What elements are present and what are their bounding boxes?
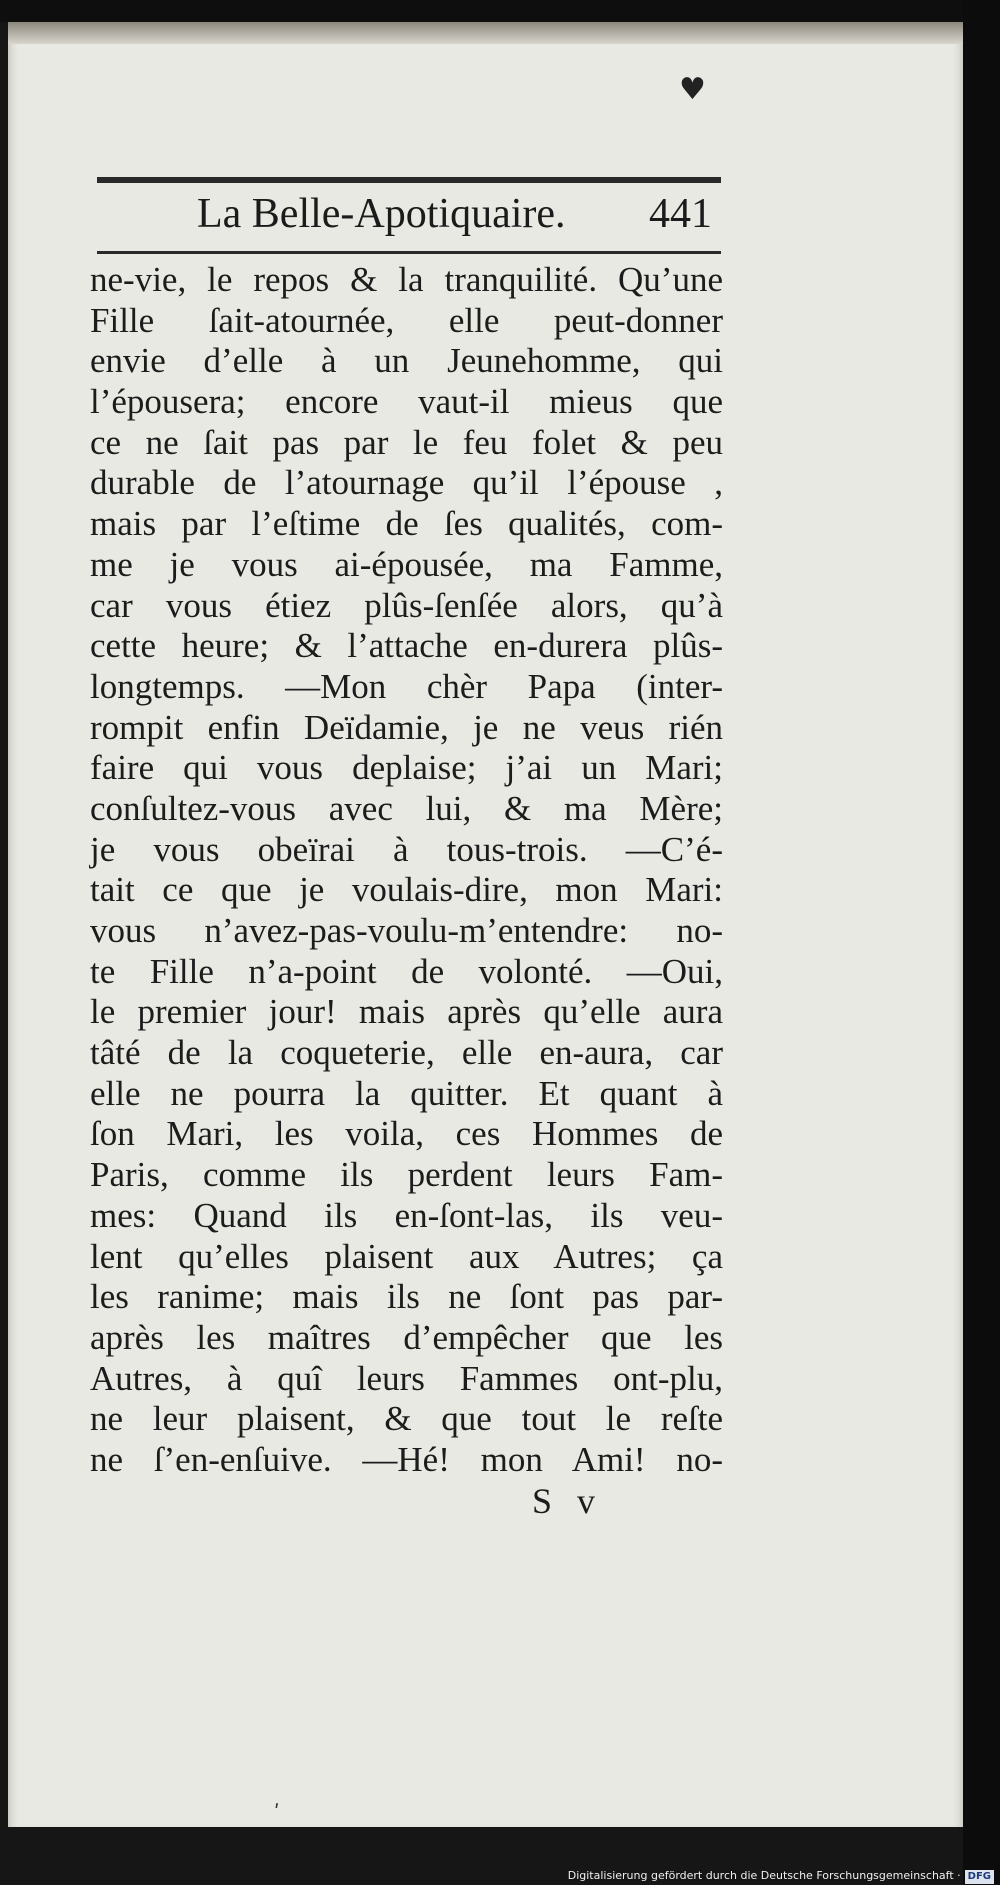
text-line: tait ce que je voulais-dire, mon Mari: bbox=[90, 870, 723, 910]
scan-top-edge bbox=[0, 0, 1000, 22]
running-title: La Belle-Apotiquaire. bbox=[197, 191, 566, 237]
text-line: tâté de la coqueterie, elle en-aura, car bbox=[90, 1033, 723, 1073]
dfg-logo: DFG bbox=[965, 1870, 994, 1884]
text-line: ſon Mari, les voila, ces Hommes de bbox=[90, 1114, 723, 1154]
text-line: longtemps. —Mon chèr Papa (inter- bbox=[90, 666, 723, 706]
header-rule-bottom bbox=[97, 251, 721, 254]
text-line: après les maîtres d’empêcher que les bbox=[90, 1317, 723, 1357]
text-line: ne leur plaisent, & que tout le reſte bbox=[90, 1399, 723, 1439]
text-line: ce ne ſait pas par le feu folet & peu bbox=[90, 422, 723, 462]
text-line: les ranime; mais ils ne ſont pas par- bbox=[90, 1277, 723, 1317]
page-speck: ʹ bbox=[274, 1800, 280, 1824]
page-number: 441 bbox=[649, 191, 712, 237]
scan-right-edge bbox=[963, 0, 1000, 1885]
text-line: je vous obeïrai à tous-trois. —C’é- bbox=[90, 829, 723, 869]
text-line: rompit enfin Deïdamie, je ne veus rién bbox=[90, 707, 723, 747]
text-line: Paris, comme ils perdent leurs Fam- bbox=[90, 1155, 723, 1195]
text-line: le premier jour! mais après qu’elle aura bbox=[90, 992, 723, 1032]
text-line: envie d’elle à un Jeunehomme, qui bbox=[90, 341, 723, 381]
footer-credit: Digitalisierung gefördert durch die Deutsche Forschungsgemeinschaft · bbox=[567, 1869, 961, 1882]
page-mark: ♥ bbox=[679, 72, 706, 107]
text-line: te Fille n’a-point de volonté. —Oui, bbox=[90, 951, 723, 991]
running-head bbox=[97, 188, 721, 248]
text-line: cette heure; & l’attache en-durera plûs- bbox=[90, 626, 723, 666]
signature-mark: S v bbox=[532, 1481, 604, 1521]
text-line: l’épousera; encore vaut-il mieus que bbox=[90, 382, 723, 422]
text-line: faire qui vous deplaise; j’ai un Mari; bbox=[90, 748, 723, 788]
text-line: mais par l’eſtime de ſes qualités, com- bbox=[90, 504, 723, 544]
text-line: Autres, à quî leurs Fammes ont-plu, bbox=[90, 1358, 723, 1398]
text-line: mes: Quand ils en-ſont-las, ils veu- bbox=[90, 1195, 723, 1235]
text-line: lent qu’elles plaisent aux Autres; ça bbox=[90, 1236, 723, 1276]
text-line: elle ne pourra la quitter. Et quant à bbox=[90, 1073, 723, 1113]
header-rule-top bbox=[97, 177, 721, 183]
text-line: Fille ſait-atournée, elle peut-donner bbox=[90, 300, 723, 340]
page-top-shadow bbox=[8, 22, 963, 44]
text-line: me je vous ai-épousée, ma Famme, bbox=[90, 544, 723, 584]
text-line: ne-vie, le repos & la tranquilité. Qu’une bbox=[90, 260, 723, 299]
body-text bbox=[90, 260, 723, 1481]
text-line: ne ſ’en-enſuive. —Hé! mon Ami! no- bbox=[90, 1439, 723, 1479]
digitization-footer bbox=[0, 1867, 1000, 1885]
text-line: vous n’avez-pas-voulu-m’entendre: no- bbox=[90, 911, 723, 950]
text-line: conſultez-vous avec lui, & ma Mère; bbox=[90, 788, 723, 828]
text-line: car vous étiez plûs-ſenſée alors, qu’à bbox=[90, 585, 723, 625]
text-line: durable de l’atournage qu’il l’épouse , bbox=[90, 463, 723, 503]
